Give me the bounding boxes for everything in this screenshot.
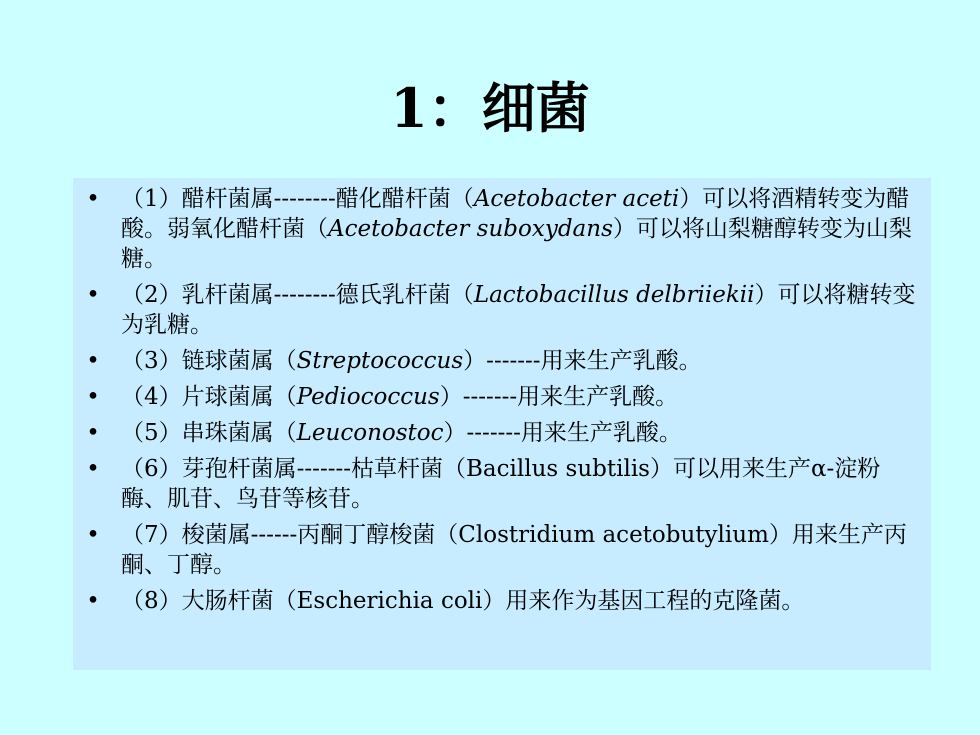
list-item-4 xyxy=(73,382,931,412)
bullet-icon: • xyxy=(86,186,100,212)
item-text: （8）大肠杆菌（Escherichia coli）用来作为基因工程的克隆菌。 xyxy=(121,588,805,614)
item-text: ）可以将酒精转变为醋酸。弱氧化醋杆菌（ xyxy=(121,186,910,242)
latin-name: Streptococcus xyxy=(296,348,464,374)
bullet-icon: • xyxy=(86,348,100,374)
list-item-6 xyxy=(73,454,931,514)
list-item-7 xyxy=(73,520,931,580)
bullet-icon: • xyxy=(86,420,100,446)
bullet-icon: • xyxy=(86,456,100,482)
latin-name: Leuconostoc xyxy=(296,420,444,446)
content-box xyxy=(73,178,931,670)
latin-name: Acetobacter aceti xyxy=(473,186,680,212)
latin-name: Acetobacter suboxydans xyxy=(328,216,613,242)
item-text: ）-------用来生产乳酸。 xyxy=(439,384,679,410)
latin-name: Pediococcus xyxy=(296,384,440,410)
item-text: ）-------用来生产乳酸。 xyxy=(443,420,682,446)
list-item-2 xyxy=(73,280,931,340)
list-item-3 xyxy=(73,346,931,376)
item-text: ）可以将山梨糖醇转变为山梨糖。 xyxy=(121,216,912,272)
slide-title: 1：细菌 xyxy=(390,76,590,140)
bullet-icon: • xyxy=(86,588,100,614)
item-text: （2）乳杆菌属--------德氏乳杆菌（ xyxy=(121,282,474,308)
list-item-8 xyxy=(73,586,931,616)
bullet-icon: • xyxy=(86,384,100,410)
list-item-5 xyxy=(73,418,931,448)
item-text: ）-------用来生产乳酸。 xyxy=(463,348,702,374)
bullet-icon: • xyxy=(86,522,100,548)
item-text: （3）链球菌属（ xyxy=(121,348,297,374)
item-text: （7）梭菌属------丙酮丁醇梭菌（Clostridium acetobutylium）用来生产丙酮、丁醇。 xyxy=(121,522,907,578)
item-text: （1）醋杆菌属--------醋化醋杆菌（ xyxy=(121,186,474,212)
item-text: （4）片球菌属（ xyxy=(121,384,297,410)
item-text: （6）芽孢杆菌属-------枯草杆菌（Bacillus subtilis）可以用来生产α-淀粉酶、肌苷、鸟苷等核苷。 xyxy=(121,456,881,512)
list-item-1 xyxy=(73,184,931,274)
bullet-icon: • xyxy=(86,282,100,308)
latin-name: Lactobacillus delbriiekii xyxy=(473,282,755,308)
bullet-list xyxy=(73,178,931,616)
item-text: （5）串珠菌属（ xyxy=(121,420,297,446)
item-text: ）可以将糖转变为乳糖。 xyxy=(121,282,916,338)
